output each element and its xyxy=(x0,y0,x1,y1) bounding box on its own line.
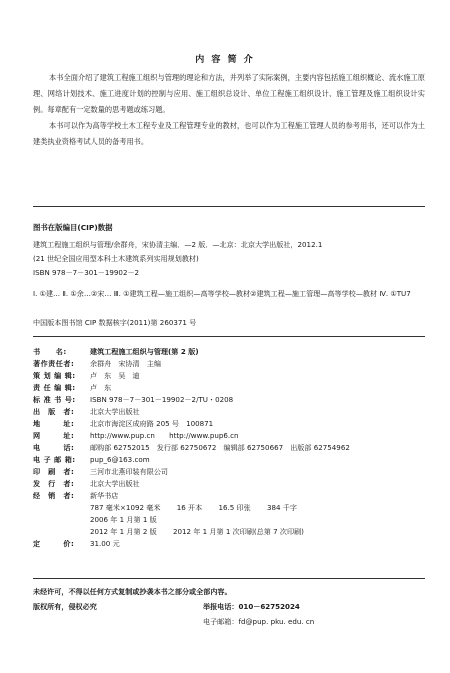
book-name: 建筑工程施工组织与管理(第 2 版) xyxy=(90,347,199,356)
info-row xyxy=(33,370,425,382)
info-row xyxy=(33,454,425,466)
rights-reserved: 版权所有，侵权必究 xyxy=(33,602,97,611)
printing: 2012 年 1 月第 1 次印刷(总第 7 次印刷) xyxy=(173,527,304,536)
info-label: 网 址: xyxy=(33,431,75,440)
second-edition: 2012 年 1 月第 2 版 xyxy=(90,527,157,536)
info-row xyxy=(33,430,425,442)
address: 北京市海淀区成府路 205 号 100871 xyxy=(90,419,214,428)
spec-row xyxy=(33,502,425,514)
phone: 邮购部 62752015 发行部 62750672 编辑部 62750667 出版部 62754962 xyxy=(90,443,350,452)
info-label: 策 划 编 辑: xyxy=(33,371,76,380)
info-label: 定 价: xyxy=(33,539,75,548)
first-edition: 2006 年 1 月第 1 版 xyxy=(90,515,157,524)
sheets: 16.5 印张 xyxy=(218,503,251,512)
info-row xyxy=(33,346,425,358)
cip-classification: Ⅰ. ①建… Ⅱ. ①余…②宋… Ⅲ. ①建筑工程—施工组织—高等学校—教材②建筑工程—施工管理—高等学校—教材 Ⅳ. ①TU7 xyxy=(33,289,411,298)
info-label: 著作责任者: xyxy=(33,359,75,368)
responsible-editor: 卢 东 xyxy=(90,383,112,392)
editor: 余群舟 宋协清 主编 xyxy=(90,359,161,368)
intro-paragraph: 本书全面介绍了建筑工程施工组织与管理的理论和方法，并列举了实际案例，主要内容包括施工组织概论、流水施工原理、网络计划技术、施工进度计划的控制与应用、施工组织总设计、单位工程施工组织设计、施工管理及施工组织设计实例。每章配有一定数量的思考题或练习题。 xyxy=(33,73,425,114)
info-label: 标 准 书 号: xyxy=(33,395,76,404)
info-row xyxy=(33,490,425,502)
copy-notice: 未经许可，不得以任何方式复制或抄袭本书之部分或全部内容。 xyxy=(33,587,232,596)
edition-row xyxy=(33,526,425,538)
word-count: 384 千字 xyxy=(266,503,297,512)
footer-row xyxy=(33,584,425,599)
seller: 新华书店 xyxy=(90,491,119,500)
cip-series: (21 世纪全国应用型本科土木建筑系列实用规划教材) xyxy=(33,254,199,263)
price: 31.00 元 xyxy=(90,539,120,548)
printer: 三河市北燕印装有限公司 xyxy=(90,467,169,476)
format: 16 开本 xyxy=(176,503,203,512)
divider xyxy=(33,336,425,337)
intro-paragraph: 本书可以作为高等学校土木工程专业及工程管理专业的教材，也可以作为工程施工管理人员的参考用书，还可以作为土建类执业资格考试人员的备考用书。 xyxy=(33,121,425,146)
report-email: 电子邮箱：fd@pup. pku. edu. cn xyxy=(203,617,315,626)
info-row xyxy=(33,538,425,550)
cip-heading: 图书在版编目(CIP)数据 xyxy=(33,223,113,232)
info-row xyxy=(33,418,425,430)
info-label: 发 行 者: xyxy=(33,479,75,488)
info-label: 印 刷 者: xyxy=(33,467,75,476)
publication-info xyxy=(33,346,425,550)
info-label: 电 子 邮 箱: xyxy=(33,455,76,464)
distributor: 北京大学出版社 xyxy=(90,479,140,488)
copyright-footer xyxy=(33,584,425,629)
cip-line: 建筑工程施工组织与管理/余群舟，宋协清主编．—2 版．—北京：北京大学出版社，2012.1 xyxy=(33,240,323,249)
info-row xyxy=(33,382,425,394)
paper-size: 787 毫米×1092 毫米 xyxy=(90,503,161,512)
divider xyxy=(33,578,425,579)
footer-row xyxy=(33,599,425,614)
info-label: 责 任 编 辑: xyxy=(33,383,76,392)
email: pup_6@163.com xyxy=(90,455,150,464)
publisher: 北京大学出版社 xyxy=(90,407,140,416)
info-row xyxy=(33,358,425,370)
footer-row xyxy=(33,614,425,629)
report-phone: 举报电话：010－62752024 xyxy=(203,602,300,611)
info-label: 经 销 者: xyxy=(33,491,75,500)
isbn: ISBN 978－7－301－19902－2/TU・0208 xyxy=(90,395,234,404)
cip-isbn: ISBN 978－7－301－19902－2 xyxy=(33,268,140,277)
planning-editor: 卢 东 吴 迪 xyxy=(90,371,140,380)
info-label: 电 话: xyxy=(33,443,75,452)
info-label: 出 版 者: xyxy=(33,407,75,416)
edition-row xyxy=(33,514,425,526)
page-title: 内 容 简 介 xyxy=(195,55,255,65)
info-row xyxy=(33,466,425,478)
cip-library-number: 中国版本图书馆 CIP 数据核字(2011)第 260371 号 xyxy=(33,318,197,327)
intro-section xyxy=(33,70,425,150)
info-row xyxy=(33,442,425,454)
info-row xyxy=(33,406,425,418)
info-label: 书 名: xyxy=(33,347,67,356)
info-label: 地 址: xyxy=(33,419,75,428)
cip-block xyxy=(33,238,425,301)
divider xyxy=(33,206,425,207)
website: http://www.pup.cn http://www.pup6.cn xyxy=(90,431,239,440)
info-row xyxy=(33,394,425,406)
info-row xyxy=(33,478,425,490)
